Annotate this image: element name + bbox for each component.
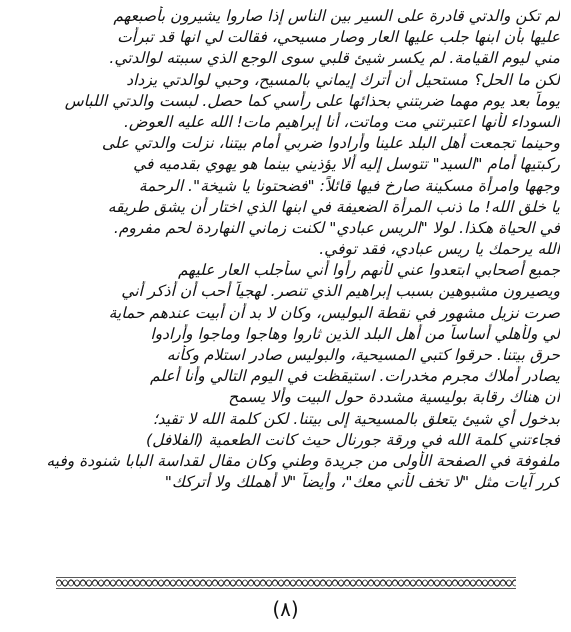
text-line: حرق بيتنا. حرقوا كتبي المسيحية، والبوليس صادر استلام وكأنه	[166, 346, 560, 364]
text-line: يا خلق الله! ما ذنب المرأة الضعيفة في ابنها الذي اختار أن يشق طريقه	[107, 197, 560, 216]
text-line: جميع أصحابي ابتعدوا عني لأنهم رأوا أني سأجلب العار عليهم	[177, 261, 560, 280]
text-line: عليها بأن ابنها جلب عليها العار وصار مسيحي، فقالت لي انها قد تبرأت	[117, 28, 560, 47]
text-line: بدخول أي شيئ يتعلق بالمسيحية إلى بيتنا. لكن كلمة الله لا تقيد؛	[152, 409, 560, 428]
text-line: فجاءتني كلمة الله في ورقة جورنال حيث كانت الطعمية (الفلافل)	[146, 430, 560, 449]
text-line: لي ولأهلي أساساً من أهل البلد الذين ثاروا وهاجوا وماجوا وأرادوا	[150, 324, 560, 343]
text-line: يوماً بعد يوم مهما ضربتني بحذائها على رأسي كما حصل. لبست والدتي اللباس	[64, 91, 560, 110]
text-line: الله يرحمك يا ريس عبادي، فقد توفي.	[319, 240, 560, 259]
text-line: ركبتيها أمام "السيد" تتوسل إليه ألا يؤذيني بينما هو يهوي بقدميه في	[133, 155, 560, 174]
text-line: وحينما تجمعت أهل البلد علينا وأرادوا ضربي أمام بيتنا، نزلت والدتي على	[101, 134, 560, 153]
text-line: ملفوفة في الصفحة الأولى من جريدة وطني وكان مقال لقداسة البابا شنودة وفيه	[46, 451, 560, 470]
text-line: لكن ما الحل؟ مستحيل أن أترك إيماني بالمسيح، وحبي لوالدتي يزداد	[126, 70, 560, 89]
text-line: أن هناك رقابة بوليسية مشددة حول البيت وألا يسمح	[228, 388, 560, 407]
text-line: يصادر أملاك مجرم مخدرات. استيقظت في اليوم التالي وأنا أعلم	[149, 367, 560, 386]
text-line: مني ليوم القيامة. لم يكسر شيئ قلبي سوى الوجع الذي سببته لوالدتي.	[109, 49, 560, 68]
body-text	[12, 6, 560, 493]
ornamental-divider	[56, 577, 516, 589]
page-number: (٨)	[272, 597, 299, 621]
text-line: صرت نزيل مشهور في نقطة البوليس، وكان لا بد أن أبيت عندهم حماية	[108, 303, 560, 322]
text-line: ويصيرون مشبوهين بسبب إبراهيم الذي تنصر. لهجياً أحب أن أذكر أني	[121, 282, 560, 301]
text-line: كرر آيات مثل "لا تخف لأني معك"، وأيضاً "لا أهملك ولا أتركك"	[164, 473, 560, 492]
text-line: في الحياة هكذا. لولا "الريس عبادي" لكنت زماني النهاردة لحم مفروم.	[113, 218, 560, 237]
text-line: وجهها وامرأة مسكينة صارخ فيها قائلاً: "فضحتونا يا شيخة". الرحمة	[138, 176, 560, 195]
text-line: لم تكن والدتي قادرة على السير بين الناس إذا صاروا يشيرون بأصبعهم	[113, 7, 560, 25]
text-line: السوداء لأنها اعتبرتني مت وماتت، أنا إبراهيم مات! الله عليه العوض.	[123, 112, 560, 131]
